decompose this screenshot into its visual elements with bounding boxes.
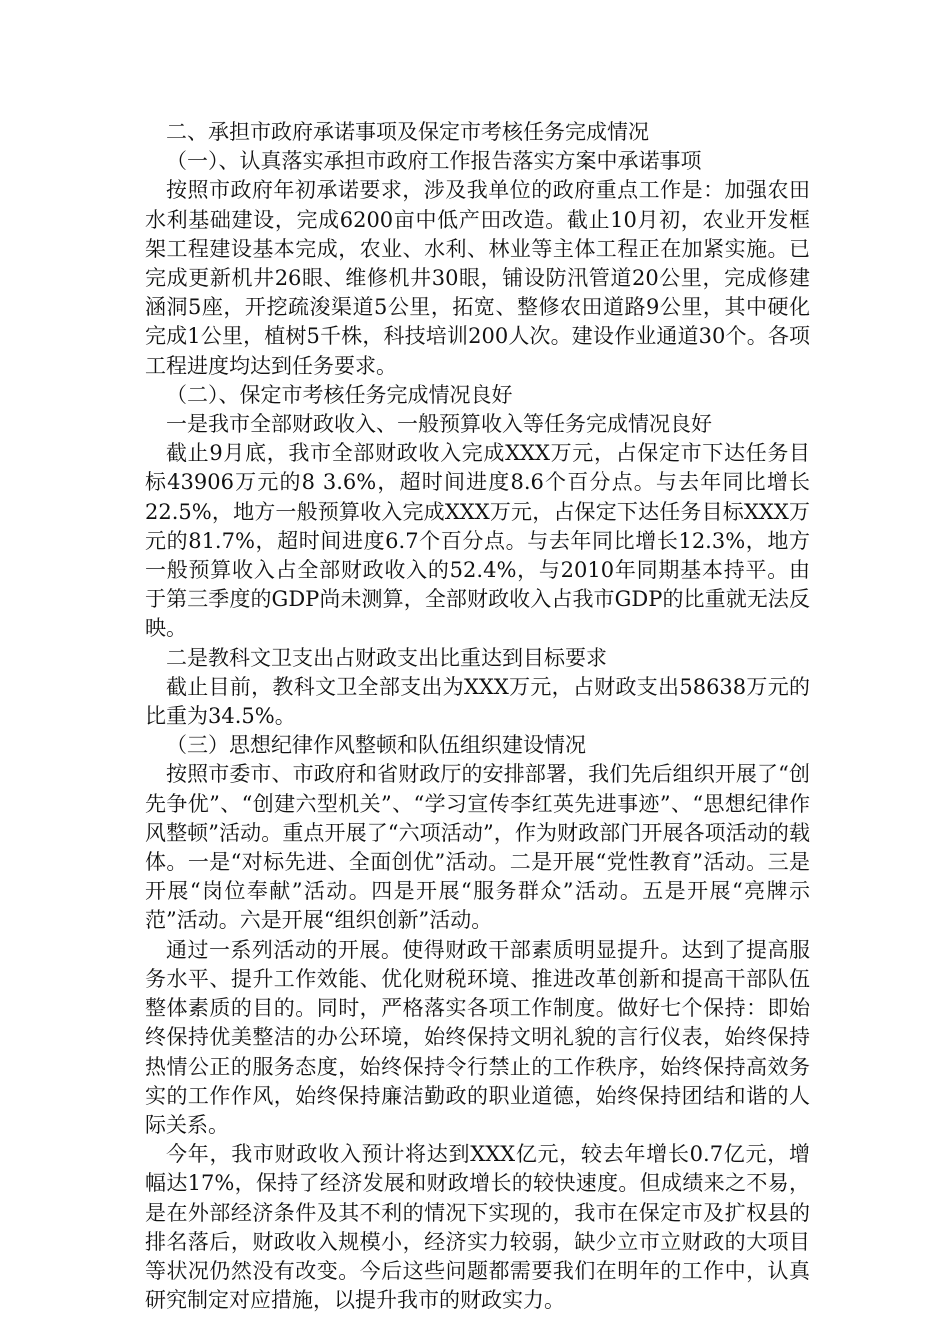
paragraph-education: 截止目前，教科文卫全部支出为XXX万元，占财政支出58638万元的比重为34.5%。 — [145, 674, 810, 729]
paragraph-outlook: 今年，我市财政收入预计将达到XXX亿元，较去年增长0.7亿元，增幅达17%，保持了经济发展和财政增长的较快速度。但成绩来之不易，是在外部经济条件及其不利的情况下实现的，我市在保定市及扩权县的排名落后，财政收入规模小，经济实力较弱，缺少立市立财政的大项目等状况仍然没有改变。今后这些问题都需要我们在明年的工作中，认真研究制定对应措施，以提升我市的财政实力。 — [145, 1142, 810, 1313]
paragraph-revenue-heading: 一是我市全部财政收入、一般预算收入等任务完成情况良好 — [166, 412, 712, 437]
subsection-heading-1: （一）、认真落实承担市政府工作报告落实方案中承诺事项 — [166, 149, 702, 174]
paragraph-education-heading: 二是教科文卫支出占财政支出比重达到目标要求 — [166, 645, 607, 670]
section-heading-2: 二、承担市政府承诺事项及保定市考核任务完成情况 — [166, 120, 649, 144]
paragraph-commitments: 按照市政府年初承诺要求，涉及我单位的政府重点工作是：加强农田水利基础建设，完成6200亩中低产田改造。截止10月初，农业开发框架工程建设基本完成，农业、水利、林业等主体工程正在加紧实施。已完成更新机井26眼、维修机井30眼，铺设防汛管道20公里，完成修建涵洞5座，开挖疏浚渠道5公里，拓宽、整修农田道路9公里，其中硬化完成1公里，植树5千株，科技培训200人次。建设作业通道30个。各项工程进度均达到任务要求。 — [145, 178, 810, 378]
subsection-heading-2: （二）、保定市考核任务完成情况良好 — [166, 382, 513, 407]
document-body — [145, 118, 810, 1315]
paragraph-revenue: 截止9月底，我市全部财政收入完成XXX万元，占保定市下达任务目标43906万元的8 3.6%，超时间进度8.6个百分点。与去年同比增长22.5%，地方一般预算收入完成XXX万元，占保定下达任务目标XXX万元的81.7%，超时间进度6.7个百分点。与去年同比增长12.3%，地方一般预算收入占全部财政收入的52.4%，与2010年同期基本持平。由于第三季度的GDP尚未测算，全部财政收入占我市GDP的比重就无法反映。 — [145, 441, 810, 641]
paragraph-activities: 按照市委市、市政府和省财政厅的安排部署，我们先后组织开展了“创先争优”、“创建六型机关”、“学习宣传李红英先进事迹”、“思想纪律作风整顿”活动。重点开展了“六项活动”，作为财政部门开展各项活动的载体。一是“对标先进、全面创优”活动。二是开展“党性教育”活动。三是开展“岗位奉献”活动。四是开展“服务群众”活动。五是开展“亮牌示范”活动。六是开展“组织创新”活动。 — [145, 762, 810, 933]
paragraph-results: 通过一系列活动的开展。使得财政干部素质明显提升。达到了提高服务水平、提升工作效能、优化财税环境、推进改革创新和提高干部队伍整体素质的目的。同时，严格落实各项工作制度。做好七个保持：即始终保持优美整洁的办公环境，始终保持文明礼貌的言行仪表，始终保持热情公正的服务态度，始终保持令行禁止的工作秩序，始终保持高效务实的工作作风，始终保持廉洁勤政的职业道德，始终保持团结和谐的人际关系。 — [145, 937, 810, 1137]
subsection-heading-3: （三）思想纪律作风整顿和队伍组织建设情况 — [166, 733, 586, 758]
